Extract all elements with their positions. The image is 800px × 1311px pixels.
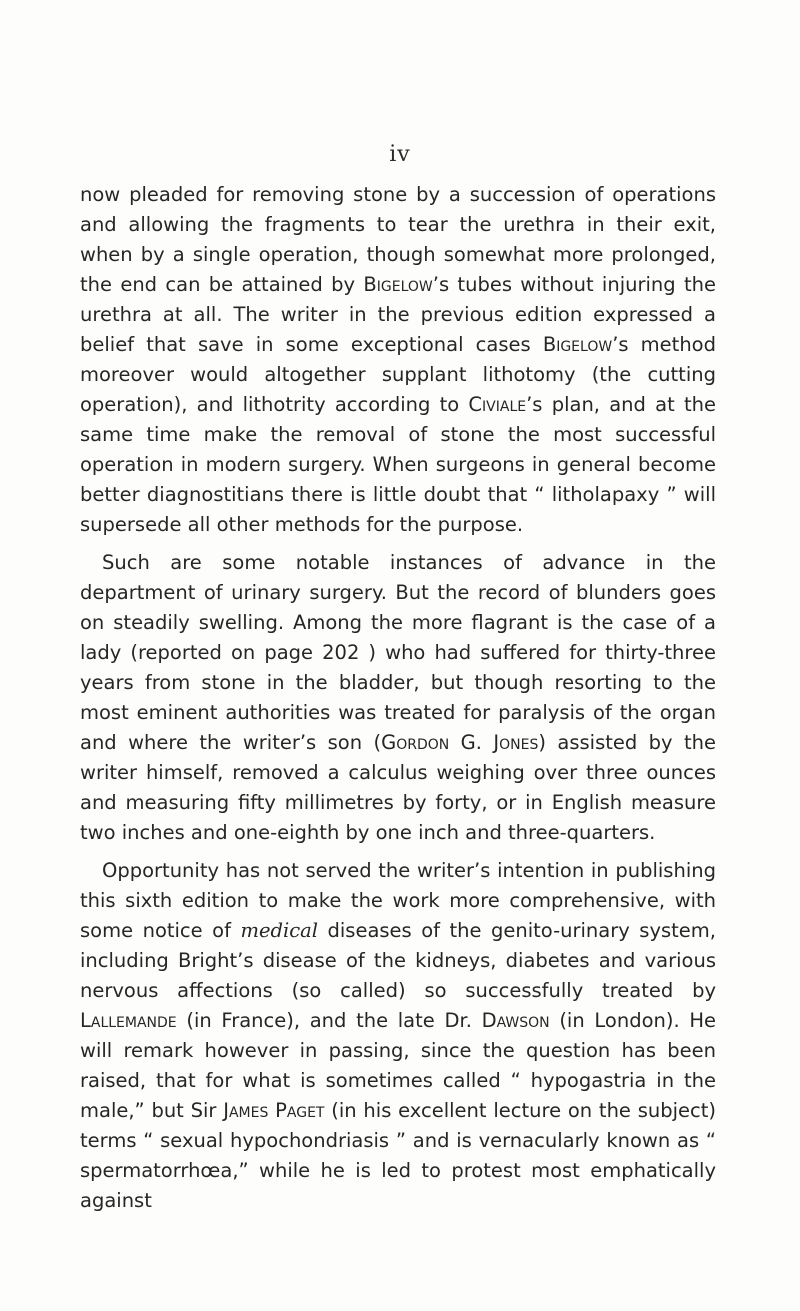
- text-segment: ’s method moreover would altogether supplant lithotomy (the cutting operation), and lithotrity according to: [80, 333, 716, 416]
- name-james-paget: James Paget: [223, 1099, 325, 1122]
- text-segment: (in London). He will remark however in passing, since the question has been raised, that for what is sometimes called “ hypogastria in the male,” but Sir: [80, 1009, 716, 1122]
- name-dawson: Dawson: [481, 1009, 550, 1032]
- text-segment: Such are some notable instances of advance in the department of urinary surgery. But the record of blunders goes on steadily swelling. Among the more flagrant is the case of a lady (reported on page 202 ) who had suffered for thirty-three years from stone in the bladder, but though resorting to the most eminent authorities was treated for paralysis of the organ and where the writer’s son (: [80, 551, 716, 754]
- italic-medical: medical: [240, 919, 318, 942]
- paragraph-3: [80, 856, 716, 1216]
- text-segment: now pleaded for removing stone by a succession of operations and allowing the fragments to tear the urethra in their exit, when by a single operation, though somewhat more prolonged, the end can be attained by: [80, 183, 716, 296]
- text-segment: ’s plan, and at the same time make the removal of stone the most successful operation in modern surgery. When surgeons in general become better diagnostitians there is little doubt that “ litholapaxy ” will supersede all other methods for the purpose.: [80, 393, 716, 536]
- text-segment: Opportunity has not served the writer’s intention in publishing this sixth edition to make the work more comprehensive, with some notice of: [80, 859, 716, 942]
- text-segment: ’s tubes without injuring the urethra at all. The writer in the previous edition expressed a belief that save in some exceptional cases: [80, 273, 716, 356]
- name-civiale: Civiale: [468, 393, 527, 416]
- text-segment: (in France), and the late Dr.: [176, 1009, 482, 1032]
- page-number: iv: [389, 142, 411, 167]
- text-segment: (in his excellent lecture on the subject) terms “ sexual hypochondriasis ” and is vernacularly known as “ spermatorrhœa,” while he is led to protest most emphatically against: [80, 1099, 717, 1212]
- name-lallemande: Lallemande: [80, 1009, 177, 1032]
- name-bigelow: Bigelow: [363, 273, 433, 296]
- paragraph-1: [80, 180, 716, 540]
- text-segment: ) assisted by the writer himself, removed a calculus weighing over three ounces and measuring fifty millimetres by forty, or in English measure two inches and one-eighth by one inch and three-quarters.: [80, 731, 716, 844]
- name-bigelow: Bigelow: [542, 333, 613, 356]
- paragraph-2: [80, 548, 716, 848]
- body-text: [80, 180, 716, 1224]
- name-gordon-jones: Gordon G. Jones: [381, 731, 539, 754]
- text-segment: diseases of the genito-urinary system, including Bright’s disease of the kidneys, diabetes and various nervous affections (so called) so successfully treated by: [80, 919, 716, 1002]
